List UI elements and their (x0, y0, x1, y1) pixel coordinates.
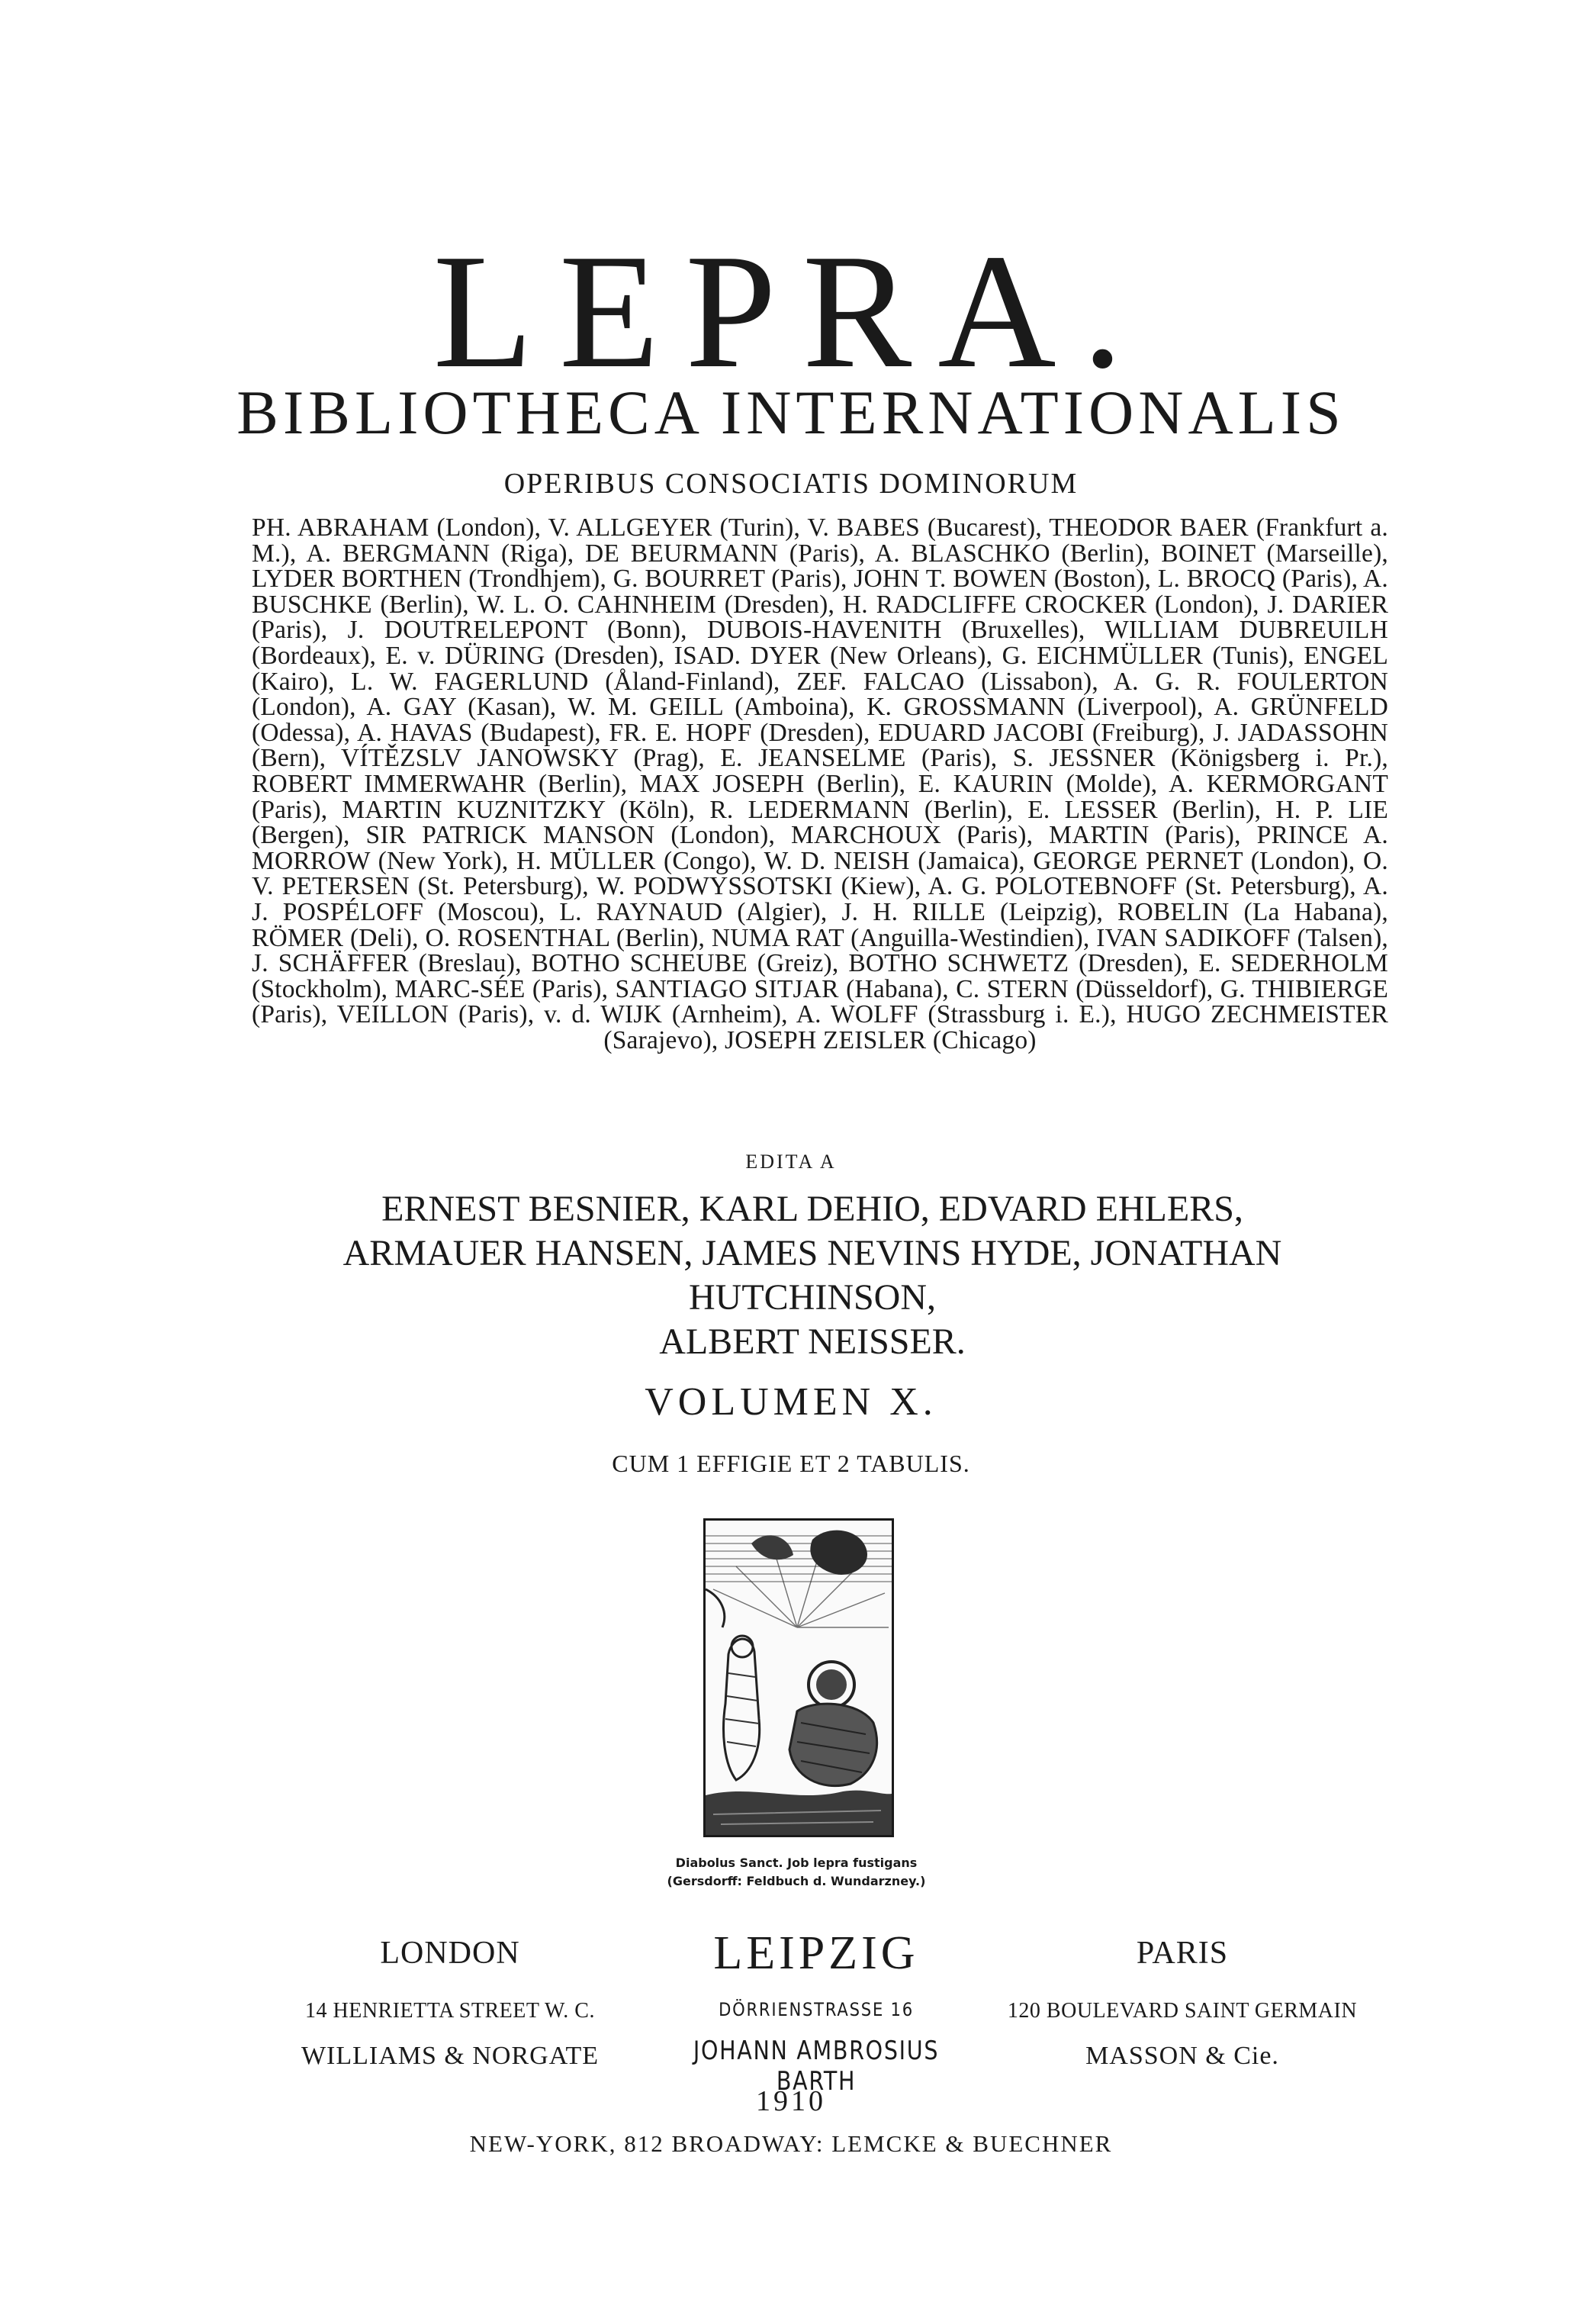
editors-line: ERNEST BESNIER, KARL DEHIO, EDVARD EHLERS, (381, 1189, 1243, 1229)
imprint-publisher: JOHANN AMBROSIUS BARTH (693, 2036, 940, 2097)
woodcut-illustration (703, 1518, 894, 1837)
volume-number: VOLUMEN X. (645, 1380, 937, 1424)
editors-line: ALBERT NEISSER. (659, 1321, 966, 1362)
woodcut-caption-line: Diabolus Sanct. Job lepra fustigans (675, 1856, 918, 1870)
woodcut-job-icon (706, 1521, 892, 1835)
operibus-line: OPERIBUS CONSOCIATIS DOMINORUM (503, 468, 1079, 500)
main-title: LEPRA. (432, 220, 1150, 402)
publication-year: 1910 (756, 2085, 826, 2117)
series-subtitle: BIBLIOTHECA INTERNATIONALIS (236, 378, 1346, 447)
imprint-address: DÖRRIENSTRASSE 16 (719, 1999, 914, 2020)
newyork-agent: NEW-YORK, 812 BROADWAY: LEMCKE & BUECHNER (469, 2130, 1113, 2157)
imprint-paris (984, 1930, 1381, 2071)
imprint-leipzig (625, 1927, 1007, 2097)
editors-list (229, 1187, 1396, 1364)
imprint-publisher: MASSON & Cie. (1085, 2042, 1279, 2070)
imprint-london (259, 1930, 641, 2071)
imprint-city: LONDON (380, 1936, 520, 1971)
imprint-city: PARIS (1136, 1936, 1229, 1971)
imprint-address: 14 HENRIETTA STREET W. C. (305, 1999, 595, 2023)
woodcut-caption-line: (Gersdorff: Feldbuch d. Wundarzney.) (667, 1874, 926, 1888)
illustrations-note: CUM 1 EFFIGIE ET 2 TABULIS. (612, 1450, 970, 1477)
imprint-block (0, 1927, 1582, 2097)
imprint-publisher: WILLIAMS & NORGATE (301, 2042, 600, 2070)
woodcut-caption (644, 1854, 949, 1891)
edita-label: EDITA A (745, 1151, 837, 1173)
imprint-city: LEIPZIG (713, 1927, 919, 1979)
editors-line: ARMAUER HANSEN, JAMES NEVINS HYDE, JONATHAN HUTCHINSON, (342, 1233, 1282, 1318)
imprint-address: 120 BOULEVARD SAINT GERMAIN (1007, 1999, 1358, 2023)
contributors-list: PH. ABRAHAM (London), V. ALLGEYER (Turin), V. BABES (Bucarest), THEODOR BAER (Frankfurt a. M.), A. BERGMANN (Riga), DE BEURMANN (Paris), A. BLASCHKO (Berlin), BOINET (Marseille), LYDER BORTHEN (Trondhjem), G. BOURRET (Paris), JOHN T. BOWEN (Boston), L. BROCQ (Paris), A. BUSCHKE (Berlin), W. L. O. CAHNHEIM (Dresden), H. RADCLIFFE CROCKER (London), J. DARIER (Paris), J. DOUTRELEPONT (Bonn), DUBOIS-HAVENITH (Bruxelles), WILLIAM DUBREUILH (Bordeaux), E. v. DÜRING (Dresden), ISAD. DYER (New Orleans), G. EICHMÜLLER (Tunis), ENGEL (Kairo), L. W. FAGERLUND (Åland-Finland), ZEF. FALCAO (Lissabon), A. G. R. FOULERTON (London), A. GAY (Kasan), W. M. GEILL (Amboina), K. GROSSMANN (Liverpool), A. GRÜNFELD (Odessa), A. HAVAS (Budapest), FR. E. HOPF (Dresden), EDUARD JACOBI (Freiburg), J. JADASSOHN (Bern), VÍTĚZSLV JANOWSKY (Prag), E. JEANSELME (Paris), S. JESSNER (Königsberg i. Pr.), ROBERT IMMERWAHR (Berlin), MAX JOSEPH (Berlin), E. KAURIN (Molde), A. KERMORGANT (Paris), MARTIN KUZNITZKY (Köln), R. LEDERMANN (Berlin), E. LESSER (Berlin), H. P. LIE (Bergen), SIR PATRICK MANSON (London), MARCHOUX (Paris), MARTIN (Paris), PRINCE A. MORROW (New York), H. MÜLLER (Congo), W. D. NEISH (Jamaica), GEORGE PERNET (London), O. V. PETERSEN (St. Petersburg), W. PODWYSSOTSKI (Kiew), A. G. POLOTEBNOFF (St. Petersburg), A. J. POSPÉLOFF (Moscou), L. RAYNAUD (Algier), J. H. RILLE (Leipzig), ROBELIN (La Habana), RÖMER (Deli), O. ROSENTHAL (Berlin), NUMA RAT (Anguilla-Westindien), IVAN SADIKOFF (Talsen), J. SCHÄFFER (Breslau), BOTHO SCHEUBE (Greiz), BOTHO SCHWETZ (Dresden), E. SEDERHOLM (Stockholm), MARC-SÉE (Paris), SANTIAGO SITJAR (Habana), C. STERN (Düsseldorf), G. THIBIERGE (Paris), VEILLON (Paris), v. d. WIJK (Arnheim), A. WOLFF (Strassburg i. E.), HUGO ZECHMEISTER (Sarajevo), JOSEPH ZEISLER (Chicago) (252, 513, 1388, 1054)
